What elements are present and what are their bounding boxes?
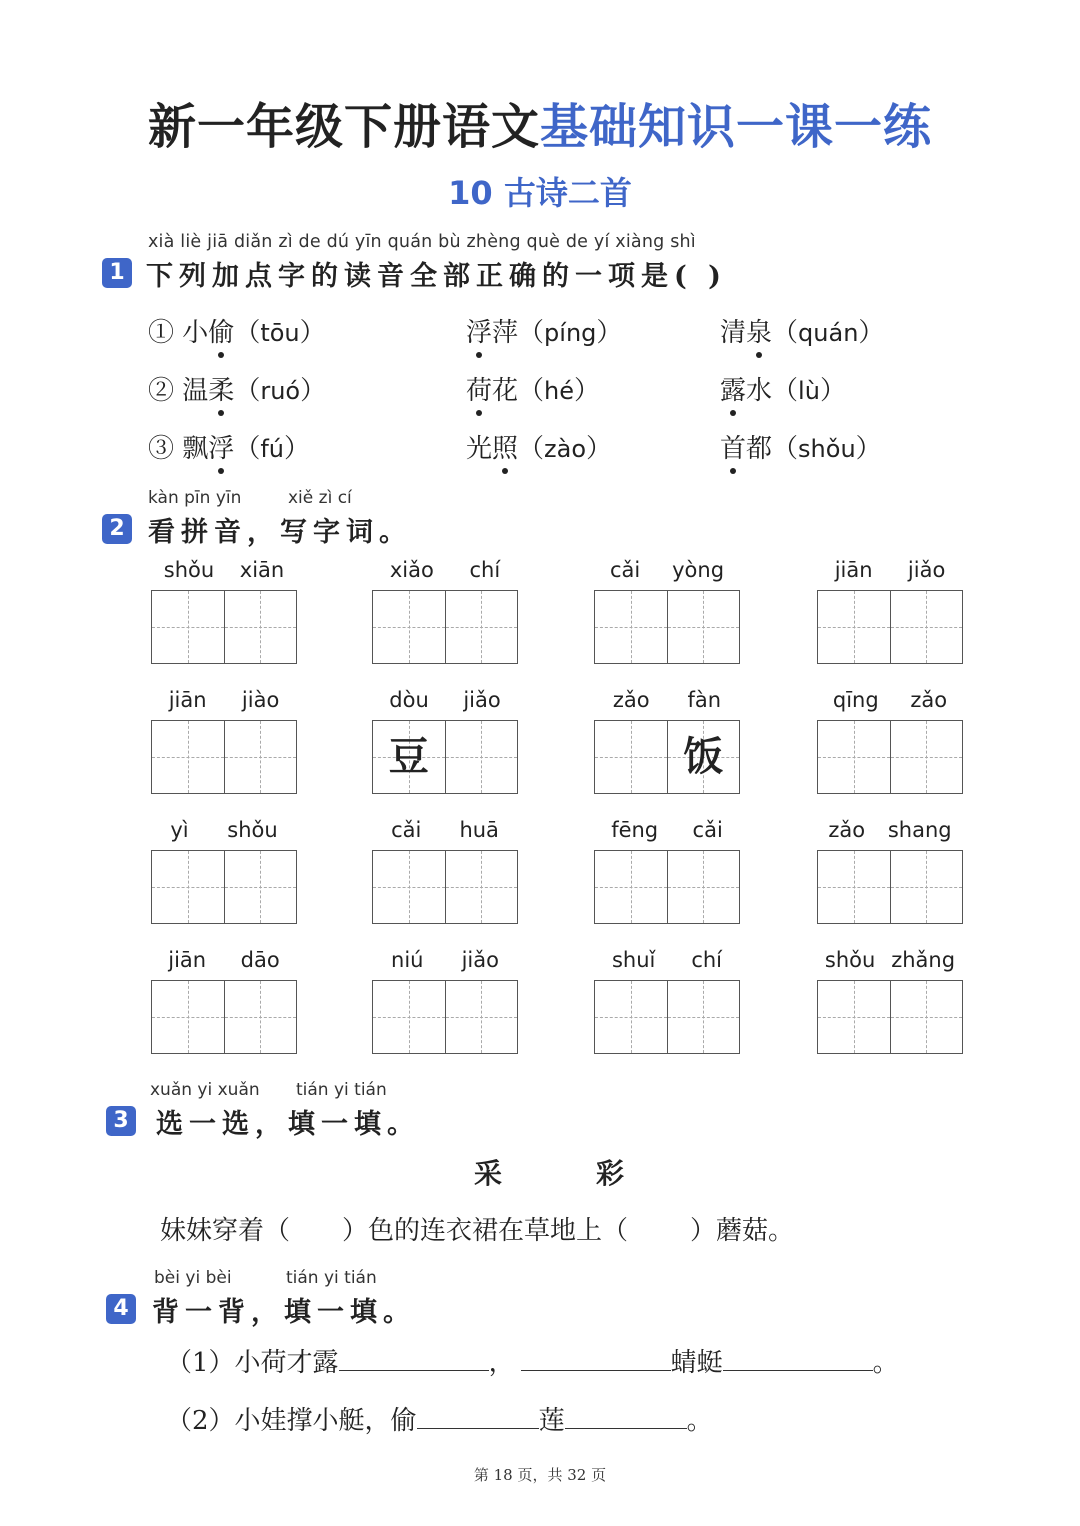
- q2-syllable: cǎi: [692, 818, 723, 842]
- q1-option-char: 小: [182, 318, 209, 348]
- q2-word-cell: [594, 558, 740, 664]
- q2-syllable: jiào: [241, 688, 280, 712]
- q2-syllable: xiǎo: [389, 558, 434, 582]
- q4-line-1-blank-2[interactable]: [521, 1344, 671, 1371]
- q1-option-dotted-char: 照: [492, 428, 518, 465]
- q4-line-1-blank-1[interactable]: [339, 1344, 489, 1371]
- q1-option-dotted-char: 柔: [208, 370, 234, 407]
- q2-word-pinyin: [817, 558, 963, 586]
- q1-pinyin: xià liè jiā diǎn zì de dú yīn quán bù zhèng què de yí xiàng shì: [148, 232, 696, 252]
- q2-word-pinyin: [372, 688, 518, 716]
- q2-word-cell: [594, 688, 740, 794]
- q2-syllable: cǎi: [609, 558, 641, 582]
- title-highlight: 基础知识一课一练: [540, 99, 933, 155]
- q2-writing-boxes: [372, 980, 518, 1054]
- q2-word-cell: [372, 688, 518, 794]
- q1-option-char: 飘: [182, 434, 209, 464]
- q2-word-pinyin: [372, 558, 518, 586]
- q1-option-1-3: 清泉（quán）: [720, 312, 884, 349]
- q3-text: 选一选，填一填。: [156, 1109, 420, 1140]
- q2-word-pinyin: [594, 818, 740, 846]
- q2-syllable: dāo: [240, 948, 280, 972]
- q2-word-pinyin: [372, 818, 518, 846]
- q1-option-1-1: ① 小偷（tōu）: [148, 312, 326, 349]
- q1-option-dotted-char: 浮: [466, 312, 492, 349]
- q2-syllable: zǎo: [612, 688, 650, 712]
- q3-sentence-part1: 妹妹穿着（: [160, 1216, 291, 1246]
- q2-word-pinyin: [594, 558, 740, 586]
- q1-option-pinyin: zào: [544, 435, 587, 463]
- q2-syllable: shǒu: [227, 818, 278, 842]
- q2-text: 看拼音，写字词。: [148, 517, 412, 548]
- q2-char-box[interactable]: [373, 851, 445, 923]
- q1-option-char: 萍: [492, 318, 519, 348]
- q2-writing-boxes: [372, 720, 518, 794]
- q4-pinyin-b: tián yi tián: [286, 1268, 377, 1288]
- q2-syllable: jiān: [168, 948, 207, 972]
- q2-char-box[interactable]: [152, 981, 224, 1053]
- q2-char-box[interactable]: [224, 721, 297, 793]
- q4-text: 背一背，填一填。: [152, 1297, 416, 1328]
- q2-writing-boxes: [151, 850, 297, 924]
- q4-line-1-end: 。: [872, 1348, 899, 1378]
- q2-syllable: zhǎng: [891, 948, 956, 972]
- q2-char-box[interactable]: [595, 981, 667, 1053]
- q1-option-char: 水: [746, 376, 773, 406]
- q2-writing-boxes: [594, 850, 740, 924]
- q2-word-pinyin: [817, 948, 963, 976]
- q3-choice-a: 采: [474, 1157, 503, 1190]
- q2-number-badge: 2: [102, 514, 132, 544]
- q2-char-box[interactable]: [818, 851, 890, 923]
- q2-syllable: yòng: [672, 558, 725, 582]
- q2-word-cell: [372, 818, 518, 924]
- q4-line-1-text-a: 小荷才露: [234, 1348, 339, 1378]
- q2-pinyin-b: xiě zì cí: [288, 488, 352, 508]
- q2-syllable: yì: [170, 818, 189, 842]
- q4-number-badge: 4: [106, 1294, 136, 1324]
- q2-char-box[interactable]: [445, 981, 518, 1053]
- q2-syllable: shuǐ: [611, 948, 656, 972]
- q2-char-box[interactable]: [595, 851, 667, 923]
- q2-char-box[interactable]: [818, 591, 890, 663]
- q1-option-2-1: ② 温柔（ruó）: [148, 370, 326, 407]
- q1-option-3-3: 首都（shǒu）: [720, 428, 882, 465]
- q1-option-2-3: 露水（lù）: [720, 370, 846, 407]
- q1-option-3-1: ③ 飘浮（fú）: [148, 428, 310, 465]
- q2-syllable: fēng: [611, 818, 659, 842]
- q2-word-cell: [372, 948, 518, 1054]
- q2-syllable: chí: [691, 948, 723, 972]
- q2-char-box[interactable]: [818, 981, 890, 1053]
- q1-option-char: 花: [492, 376, 519, 406]
- q1-option-1-2: 浮萍（píng）: [466, 312, 622, 349]
- q2-syllable: qīng: [832, 688, 879, 712]
- q1-option-dotted-char: 泉: [746, 312, 772, 349]
- q2-char-box[interactable]: [224, 851, 297, 923]
- q1-option-pinyin: fú: [260, 435, 284, 463]
- q2-syllable: jiǎo: [463, 688, 501, 712]
- q1-answer-paren: ( ): [674, 261, 727, 292]
- q2-char: 豆: [388, 733, 429, 780]
- q2-word-cell: [817, 688, 963, 794]
- q2-char-box[interactable]: [667, 591, 740, 663]
- q2-char-box[interactable]: [152, 591, 224, 663]
- q2-char-box[interactable]: [667, 851, 740, 923]
- q2-word-cell: [817, 948, 963, 1054]
- q2-char-box[interactable]: [667, 981, 740, 1053]
- q2-char-box[interactable]: [890, 591, 963, 663]
- q2-word-pinyin: [817, 818, 963, 846]
- q3-sentence-part2: ）色的连衣裙在草地上（: [342, 1216, 629, 1246]
- q2-writing-boxes: [594, 590, 740, 664]
- q2-char-box[interactable]: [373, 591, 445, 663]
- q2-word-pinyin: [817, 688, 963, 716]
- q2-char-box[interactable]: [890, 981, 963, 1053]
- q2-word-cell: [151, 688, 297, 794]
- page-footer: 第 18 页，共 32 页: [473, 1466, 607, 1484]
- q2-syllable: fàn: [687, 688, 722, 712]
- q1-option-pinyin: shǒu: [798, 435, 856, 463]
- q2-word-cell: [151, 948, 297, 1054]
- q2-word-pinyin: [594, 688, 740, 716]
- q2-syllable: cǎi: [391, 818, 422, 842]
- q2-char-box[interactable]: [224, 981, 297, 1053]
- q1-option-pinyin: píng: [544, 319, 597, 347]
- q2-word-cell: [817, 558, 963, 664]
- q2-char-box[interactable]: [373, 981, 445, 1053]
- lesson-title: 10 古诗二首: [448, 174, 632, 212]
- q2-word-cell: [594, 948, 740, 1054]
- q2-word-cell: [594, 818, 740, 924]
- q2-syllable: chí: [469, 558, 501, 582]
- q2-word-pinyin: [151, 818, 297, 846]
- q1-option-pinyin: ruó: [260, 377, 301, 405]
- q2-char-box[interactable]: [445, 721, 518, 793]
- q1-option-label: ②: [148, 376, 175, 406]
- page-title: [0, 88, 1080, 157]
- q4-line-2-text-a: 小娃撑小艇，偷: [234, 1406, 417, 1436]
- q2-char-box[interactable]: [890, 851, 963, 923]
- q1-option-label: ③: [148, 434, 175, 464]
- q2-char-box[interactable]: [224, 591, 297, 663]
- q1-option-dotted-char: 偷: [208, 312, 234, 349]
- q4-line-1: [166, 1342, 899, 1379]
- q1-option-pinyin: tōu: [260, 319, 300, 347]
- q4-line-2-blank-2[interactable]: [565, 1402, 687, 1429]
- q2-char: 饭: [683, 733, 724, 780]
- q2-word-pinyin: [594, 948, 740, 976]
- q2-writing-boxes: [594, 720, 740, 794]
- q1-option-dotted-char: 首: [720, 428, 746, 465]
- q2-char-box[interactable]: [890, 721, 963, 793]
- q2-syllable: niú: [391, 948, 424, 972]
- q1-option-char: 都: [746, 434, 773, 464]
- q2-char-box[interactable]: [818, 721, 890, 793]
- title-main: 新一年级下册语文: [147, 99, 540, 155]
- q2-writing-boxes: [372, 590, 518, 664]
- q2-word-cell: [151, 558, 297, 664]
- q1-option-char: 温: [182, 376, 209, 406]
- q2-writing-boxes: [151, 720, 297, 794]
- q2-writing-boxes: [372, 850, 518, 924]
- q4-line-1-blank-3[interactable]: [723, 1344, 873, 1371]
- q1-option-3-2: 光照（zào）: [466, 428, 612, 465]
- q2-syllable: xiān: [239, 558, 285, 582]
- q4-line-1-label: （1）: [166, 1348, 235, 1378]
- q2-syllable: shǒu: [163, 558, 215, 582]
- q1-option-char: 清: [720, 318, 747, 348]
- q4-pinyin-a: bèi yi bèi: [154, 1268, 232, 1288]
- q2-char-box[interactable]: [152, 851, 224, 923]
- q4-line-2-end: 。: [686, 1406, 713, 1436]
- q1-option-pinyin: lù: [798, 377, 820, 405]
- q2-syllable: huā: [459, 818, 499, 842]
- q1-option-2-2: 荷花（hé）: [466, 370, 600, 407]
- q4-line-2-text-b: 莲: [538, 1406, 565, 1436]
- q4-line-2-label: （2）: [166, 1406, 235, 1436]
- q4-line-2: [166, 1400, 713, 1437]
- q2-syllable: dòu: [389, 688, 429, 712]
- q4-line-1-text-b: 蜻蜓: [670, 1348, 723, 1378]
- q2-char-box[interactable]: [445, 851, 518, 923]
- q2-writing-boxes: [817, 720, 963, 794]
- q2-syllable: jiǎo: [461, 948, 499, 972]
- q1-option-char: 光: [466, 434, 493, 464]
- q2-word-pinyin: [372, 948, 518, 976]
- q2-writing-boxes: [817, 980, 963, 1054]
- q2-word-pinyin: [151, 558, 297, 586]
- q3-sentence: [160, 1210, 794, 1247]
- q2-char-box[interactable]: [667, 721, 740, 793]
- q2-syllable: zǎo: [910, 688, 948, 712]
- q1-option-label: ①: [148, 318, 175, 348]
- q1-text: [146, 254, 727, 293]
- q2-writing-boxes: [151, 590, 297, 664]
- q2-writing-boxes: [594, 980, 740, 1054]
- q2-writing-boxes: [151, 980, 297, 1054]
- q1-number-badge: 1: [102, 258, 132, 288]
- q2-writing-boxes: [817, 850, 963, 924]
- q2-word-pinyin: [151, 688, 297, 716]
- q2-syllable: shang: [887, 818, 952, 842]
- q2-pinyin-a: kàn pīn yīn: [148, 488, 242, 508]
- q4-line-2-blank-1[interactable]: [417, 1402, 539, 1429]
- q2-word-cell: [151, 818, 297, 924]
- q1-option-dotted-char: 荷: [466, 370, 492, 407]
- q4-line-1-comma: ，: [488, 1348, 515, 1378]
- q2-word-cell: [817, 818, 963, 924]
- q1-option-dotted-char: 浮: [208, 428, 234, 465]
- q2-syllable: zǎo: [828, 818, 866, 842]
- q2-char-box[interactable]: [373, 721, 445, 793]
- q3-number-badge: 3: [106, 1106, 136, 1136]
- q2-syllable: jiān: [168, 688, 207, 712]
- q1-option-dotted-char: 露: [720, 370, 746, 407]
- q2-char-box[interactable]: [445, 591, 518, 663]
- q3-pinyin-a: xuǎn yi xuǎn: [150, 1080, 260, 1100]
- q1-option-pinyin: quán: [798, 319, 859, 347]
- q2-char-box[interactable]: [595, 591, 667, 663]
- q1-option-pinyin: hé: [544, 377, 575, 405]
- q2-char-box[interactable]: [152, 721, 224, 793]
- q3-pinyin-b: tián yi tián: [296, 1080, 387, 1100]
- q2-writing-boxes: [817, 590, 963, 664]
- q2-syllable: shǒu: [824, 948, 876, 972]
- q2-syllable: jiǎo: [907, 558, 946, 582]
- q2-char-box[interactable]: [595, 721, 667, 793]
- q1-prompt: 下列加点字的读音全部正确的一项是: [146, 261, 674, 292]
- q2-word-pinyin: [151, 948, 297, 976]
- q3-choice-b: 彩: [596, 1157, 625, 1190]
- q2-syllable: jiān: [834, 558, 873, 582]
- q2-word-cell: [372, 558, 518, 664]
- q3-sentence-part3: ）蘑菇。: [690, 1216, 795, 1246]
